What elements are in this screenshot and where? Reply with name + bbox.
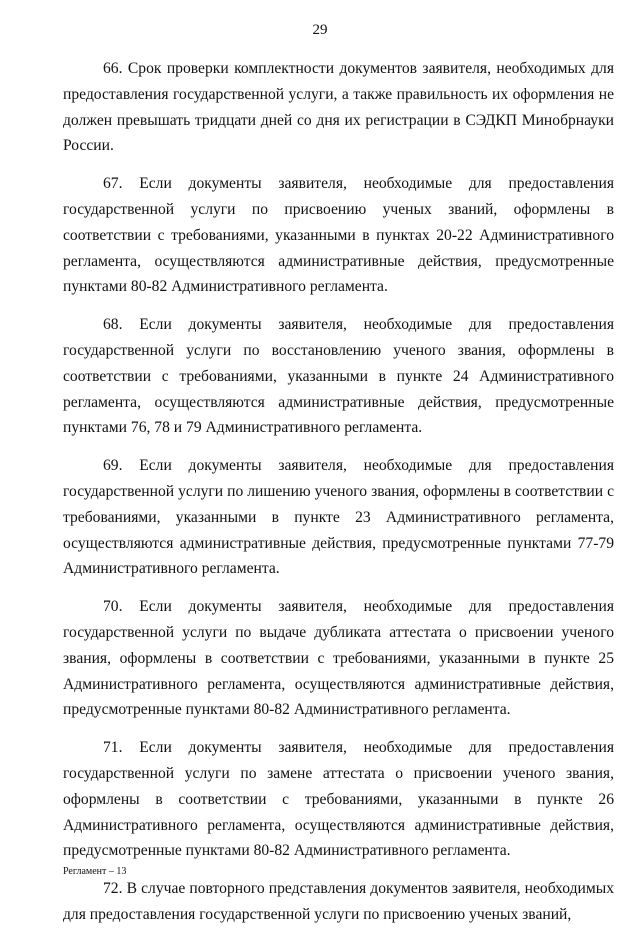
body-text [63,56,614,940]
paragraph-67: 67. Если документы заявителя, необходимые для предоставления государственной услуги по присвоению ученых званий, оформлены в соответствии с требованиями, указанными в пунктах 20-22 Административного регламента, осуществляются административные действия, предусмотренные пунктами 80-82 Административного регламента. [63,175,614,296]
paragraph-70: 70. Если документы заявителя, необходимые для предоставления государственной услуги по выдаче дубликата аттестата о присвоении ученого звания, оформлены в соответствии с требованиями, указанными в пункте 25 Административного регламента, осуществляются административные действия, предусмотренные пунктами 80-82 Административного регламента. [63,598,614,719]
paragraph-72: 72. В случае повторного представления документов заявителя, необходимых для предоставления государственной услуги по присвоению ученых званий, [63,880,614,923]
paragraph-71: 71. Если документы заявителя, необходимые для предоставления государственной услуги по замене аттестата о присвоении ученого звания, оформлены в соответствии с требованиями, указанными в пункте 26 Административного регламента, осуществляются административные действия, предусмотренные пунктами 80-82 Административного регламента. [63,739,614,860]
paragraph-69: 69. Если документы заявителя, необходимые для предоставления государственной услуги по лишению ученого звания, оформлены в соответствии с требованиями, указанными в пункте 23 Административного регламента, осуществляются административные действия, предусмотренные пунктами 77-79 Административного регламента. [63,457,614,578]
page-number: 29 [312,22,328,38]
footer-label: Регламент – 13 [63,866,127,877]
paragraph-66: 66. Срок проверки комплектности документов заявителя, необходимых для предоставления государственной услуги, а также правильность их оформления не должен превышать тридцати дней со дня их регистрации в СЭДКП Минобрнауки России. [63,60,614,155]
paragraph-68: 68. Если документы заявителя, необходимые для предоставления государственной услуги по восстановлению ученого звания, оформлены в соответствии с требованиями, указанными в пункте 24 Административного регламента, осуществляются административные действия, предусмотренные пунктами 76, 78 и 79 Административного регламента. [63,316,614,437]
